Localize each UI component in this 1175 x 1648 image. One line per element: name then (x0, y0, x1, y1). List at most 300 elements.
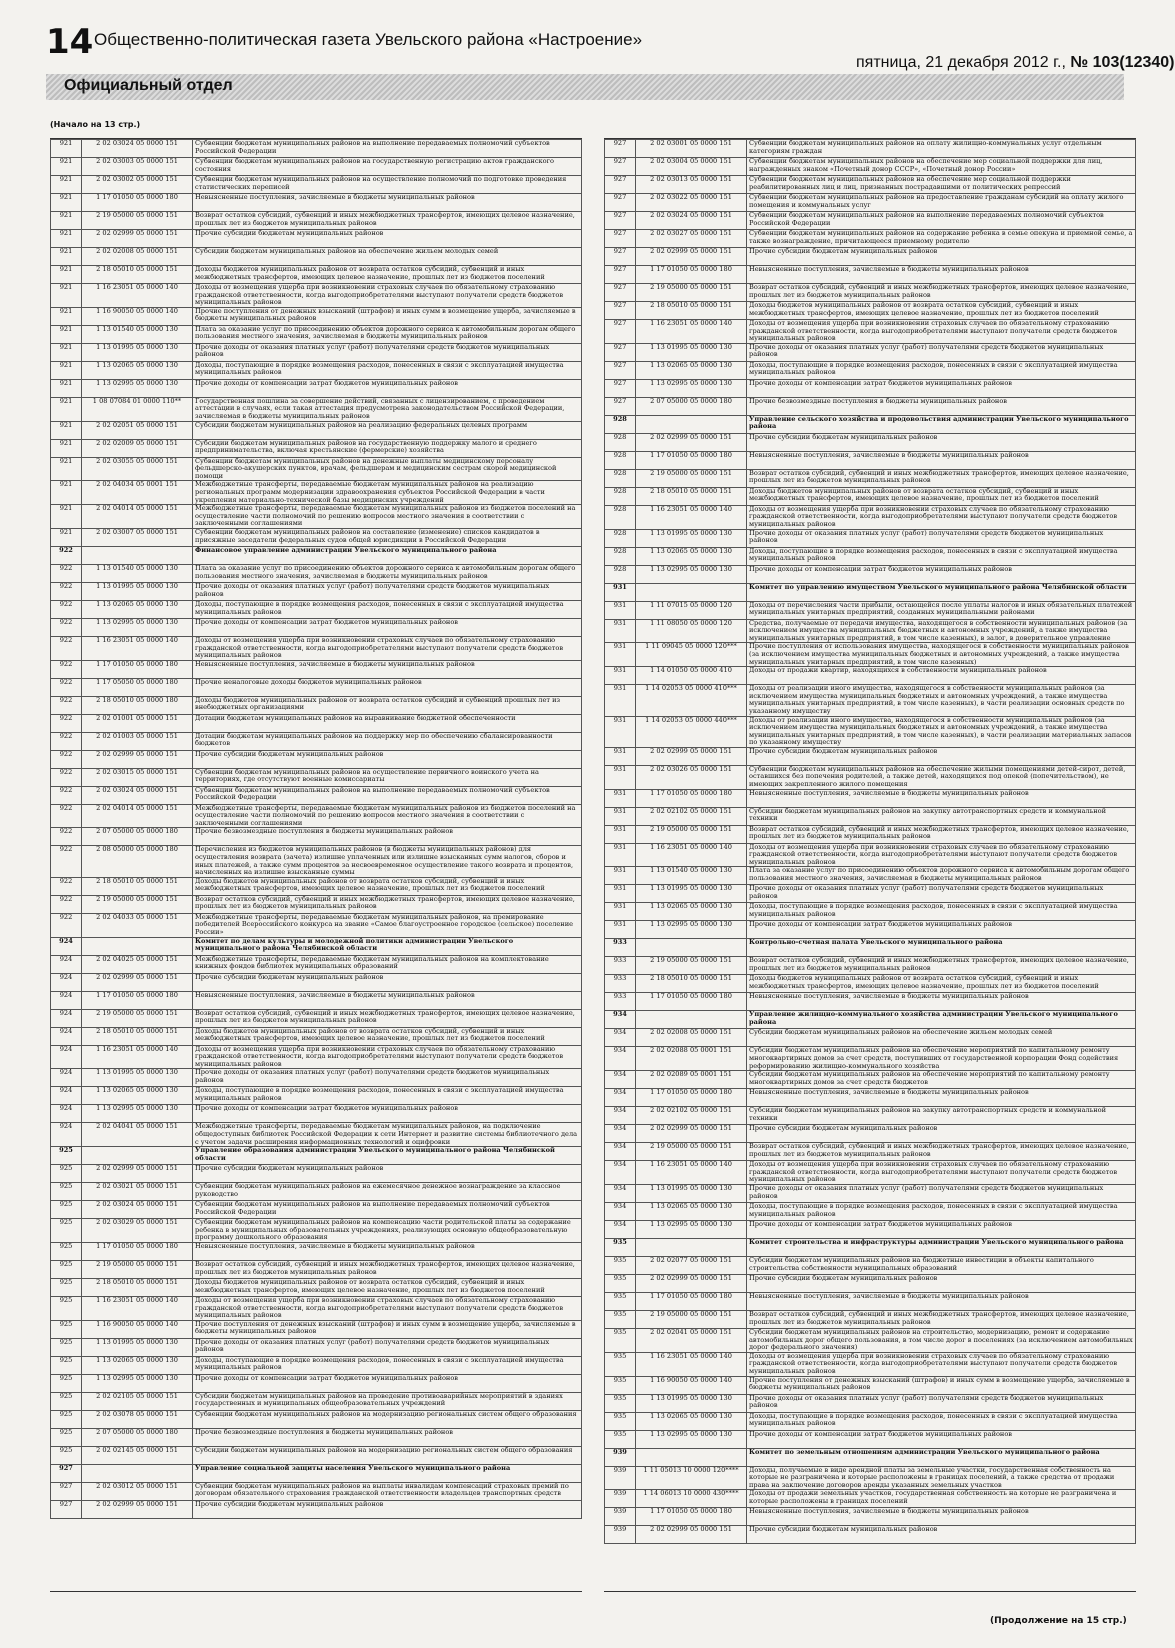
description-cell: Межбюджетные трансферты, передаваемые бюджетам муниципальных районов, на премирование победителей Всероссийского конкурса на звание «Самое благоустроенное городское (сельское) поселение России» (193, 913, 582, 937)
revenue-code-cell: 1 13 02065 05 0000 130 (636, 547, 747, 565)
table-row (51, 955, 582, 973)
table-row (51, 696, 582, 714)
admin-code-cell: 922 (51, 877, 82, 895)
revenue-code-cell: 1 11 05013 10 0000 120**** (636, 1466, 747, 1490)
description-cell: Прочие субсидии бюджетам муниципальных районов (747, 248, 1136, 266)
table-row (605, 1125, 1136, 1143)
table-row (605, 747, 1136, 765)
table-row (51, 481, 582, 505)
table-row (605, 601, 1136, 619)
description-cell: Доходы, поступающие в порядке возмещения расходов, понесенных в связи с эксплуатацией имущества муниципальных районов (747, 547, 1136, 565)
revenue-code-cell: 2 19 05000 05 0000 151 (636, 1311, 747, 1329)
revenue-code-cell: 2 18 05010 05 0000 151 (82, 1278, 193, 1296)
description-cell: Доходы от возмещения ущерба при возникновении страховых случаев по обязательному страхованию гражданской ответственности, когда выгодоприобретателями выступают получатели средств бюджетов муниципальных районов (193, 1296, 582, 1320)
right-table (604, 139, 1136, 1544)
description-cell: Субсидии бюджетам муниципальных районов на обеспечение жильем молодых семей (193, 248, 582, 266)
admin-code-cell: 924 (51, 1027, 82, 1045)
description-cell: Прочие доходы от оказания платных услуг (работ) получателями средств бюджетов муниципальных районов (747, 529, 1136, 547)
revenue-code-cell: 2 18 05010 05 0000 151 (636, 975, 747, 993)
table-row (605, 1311, 1136, 1329)
description-cell: Прочие доходы от компенсации затрат бюджетов муниципальных районов (747, 565, 1136, 583)
description-cell: Прочие субсидии бюджетам муниципальных районов (747, 433, 1136, 451)
admin-code-cell: 925 (51, 1165, 82, 1183)
revenue-code-cell: 2 02 03078 05 0000 151 (82, 1410, 193, 1428)
description-cell: Субвенции бюджетам муниципальных районов на модернизацию региональных систем общего образования (193, 1410, 582, 1428)
description-cell: Доходы бюджетов муниципальных районов от возврата остатков субсидий, субвенций и иных межбюджетных трансфертов, имеющих целевое назначение, прошлых лет из бюджетов поселений (747, 487, 1136, 505)
admin-code-cell: 925 (51, 1219, 82, 1243)
table-row (605, 451, 1136, 469)
revenue-code-cell: 1 13 01995 05 0000 130 (82, 1338, 193, 1356)
admin-code-cell: 939 (605, 1526, 636, 1544)
description-cell: Прочие доходы от компенсации затрат бюджетов муниципальных районов (747, 921, 1136, 939)
revenue-code-cell: 1 13 02995 05 0000 130 (82, 1105, 193, 1123)
left-column (50, 138, 582, 1592)
table-row (51, 1165, 582, 1183)
admin-code-cell: 931 (605, 825, 636, 843)
section-band (46, 74, 1124, 100)
admin-code-cell: 928 (605, 529, 636, 547)
revenue-code-cell: 2 02 03015 05 0000 151 (82, 768, 193, 786)
revenue-code-cell: 2 19 05000 05 0000 151 (82, 1260, 193, 1278)
description-cell: Прочие субсидии бюджетам муниципальных районов (747, 1125, 1136, 1143)
description-cell: Прочие доходы от компенсации затрат бюджетов муниципальных районов (193, 618, 582, 636)
table-row (51, 176, 582, 194)
revenue-code-cell: 1 13 02995 05 0000 130 (82, 618, 193, 636)
description-cell: Государственная пошлина за совершение действий, связанных с лицензированием, с проведением аттестации в случаях, если такая аттестация предусмотрена законодательством Российской Федерации, зачисляемая в бюджеты муниципальных районов (193, 397, 582, 421)
admin-code-cell: 921 (51, 379, 82, 397)
revenue-code-cell (636, 1011, 747, 1029)
table-row (51, 1183, 582, 1201)
left-table (50, 139, 582, 1519)
admin-code-cell: 934 (605, 1143, 636, 1161)
revenue-code-cell: 2 02 04033 05 0000 151 (82, 913, 193, 937)
section-title: Официальный отдел (64, 77, 233, 94)
revenue-code-cell: 2 02 02051 05 0000 151 (82, 421, 193, 439)
admin-code-cell: 927 (605, 379, 636, 397)
admin-code-cell: 921 (51, 212, 82, 230)
description-cell: Субсидии бюджетам муниципальных районов на бюджетные инвестиции в объекты капитального строительства собственности муниципальных образований (747, 1257, 1136, 1275)
revenue-code-cell (82, 937, 193, 955)
admin-code-cell: 927 (605, 194, 636, 212)
table-row (51, 194, 582, 212)
revenue-code-cell: 2 02 04041 05 0000 151 (82, 1123, 193, 1147)
revenue-code-cell: 1 13 02065 05 0000 130 (636, 361, 747, 379)
description-cell: Субвенции бюджетам муниципальных районов на компенсацию части родительской платы за содержание ребенка в муниципальных образовательных учреждениях, реализующих основную общеобразовательную программу дошкольного образования (193, 1219, 582, 1243)
table-row (605, 939, 1136, 957)
admin-code-cell: 921 (51, 505, 82, 529)
admin-code-cell: 925 (51, 1296, 82, 1320)
table-row (51, 913, 582, 937)
revenue-code-cell: 1 14 01050 05 0000 410 (636, 667, 747, 685)
description-cell: Прочие безвозмездные поступления в бюджеты муниципальных районов (193, 828, 582, 846)
admin-code-cell: 922 (51, 786, 82, 804)
admin-code-cell: 934 (605, 1047, 636, 1071)
revenue-code-cell: 1 13 02995 05 0000 130 (636, 379, 747, 397)
table-row (605, 194, 1136, 212)
table-row (605, 140, 1136, 158)
description-cell: Доходы от возмещения ущерба при возникновении страховых случаев по обязательному страхованию гражданской ответственности, когда выгодоприобретателями выступают получатели средств бюджетов муниципальных районов (747, 843, 1136, 867)
table-row (51, 600, 582, 618)
table-row (51, 361, 582, 379)
table-row (605, 975, 1136, 993)
table-row (605, 343, 1136, 361)
admin-code-cell: 922 (51, 600, 82, 618)
admin-code-cell: 931 (605, 789, 636, 807)
admin-code-cell: 931 (605, 667, 636, 685)
revenue-code-cell: 2 19 05000 05 0000 151 (82, 212, 193, 230)
table-row (51, 714, 582, 732)
table-row (605, 176, 1136, 194)
admin-code-cell: 935 (605, 1275, 636, 1293)
admin-code-cell: 925 (51, 1201, 82, 1219)
table-row (51, 397, 582, 421)
admin-code-cell: 921 (51, 397, 82, 421)
description-cell: Доходы от реализации иного имущества, находящегося в собственности муниципальных районов (за исключением имущества муниципальных бюджетных и автономных учреждений, а также имущества муниципальных унитарных предприятий, в том числе казенных), в части реализации основных средств по указанному имуществу (747, 685, 1136, 716)
table-row (605, 1107, 1136, 1125)
table-row (605, 1508, 1136, 1526)
description-cell: Прочие доходы от оказания платных услуг (работ) получателями средств бюджетов муниципальных районов (747, 343, 1136, 361)
admin-code-cell: 925 (51, 1183, 82, 1201)
admin-code-cell: 931 (605, 619, 636, 643)
description-cell: Субвенции бюджетам муниципальных районов на обеспечение мер социальной поддержки реабилитированных лиц и лиц, признанных пострадавшими от политических репрессий (747, 176, 1136, 194)
admin-code-cell: 931 (605, 807, 636, 825)
revenue-code-cell: 1 13 02995 05 0000 130 (82, 1374, 193, 1392)
revenue-code-cell: 2 02 02041 05 0000 151 (636, 1329, 747, 1353)
table-row (605, 320, 1136, 344)
revenue-code-cell: 2 02 04034 05 0001 151 (82, 481, 193, 505)
table-row (605, 1293, 1136, 1311)
revenue-code-cell: 2 02 04014 05 0000 151 (82, 505, 193, 529)
admin-code-cell: 931 (605, 903, 636, 921)
revenue-code-cell: 1 14 06013 10 0000 430**** (636, 1490, 747, 1508)
description-cell: Невыясненные поступления, зачисляемые в бюджеты муниципальных районов (747, 266, 1136, 284)
description-cell: Межбюджетные трансферты, передаваемые бюджетам муниципальных районов, на подключение общедоступных библиотек Российской Федерации к сети Интернет и развитие системы библиотечного дела с учетом задачи расширения информационных технологий и оцифровки (193, 1123, 582, 1147)
table-row (51, 1374, 582, 1392)
revenue-code-cell: 1 13 01995 05 0000 130 (636, 343, 747, 361)
admin-code-cell: 922 (51, 913, 82, 937)
table-row (605, 1376, 1136, 1394)
admin-code-cell: 935 (605, 1311, 636, 1329)
revenue-code-cell: 2 02 01003 05 0000 151 (82, 732, 193, 750)
description-cell: Прочие субсидии бюджетам муниципальных районов (193, 230, 582, 248)
revenue-code-cell: 2 02 02999 05 0000 151 (636, 1526, 747, 1544)
table-row (605, 716, 1136, 747)
table-row (605, 1185, 1136, 1203)
table-row (605, 1029, 1136, 1047)
table-row (51, 1219, 582, 1243)
description-cell: Плата за оказание услуг по присоединению объектов дорожного сервиса к автомобильным дорогам общего пользования местного значения, зачисляемая в бюджеты муниципальных районов (193, 564, 582, 582)
admin-code-cell: 925 (51, 1278, 82, 1296)
admin-code-cell: 931 (605, 685, 636, 716)
table-row (605, 1466, 1136, 1490)
revenue-code-cell: 2 02 02089 05 0001 151 (636, 1071, 747, 1089)
admin-code-cell: 922 (51, 895, 82, 913)
admin-code-cell: 933 (605, 975, 636, 993)
description-cell: Возврат остатков субсидий, субвенций и иных межбюджетных трансфертов, имеющих целевое назначение, прошлых лет из бюджетов муниципальных районов (747, 1143, 1136, 1161)
admin-code-cell: 927 (51, 1482, 82, 1500)
table-row (605, 885, 1136, 903)
description-cell: Прочие доходы от оказания платных услуг (работ) получателями средств бюджетов муниципальных районов (193, 582, 582, 600)
description-cell: Субсидии бюджетам муниципальных районов на строительство, модернизацию, ремонт и содержание автомобильных дорог общего пользования, в том числе дорог в поселениях (за исключением автомобильных дорог федерального значения) (747, 1329, 1136, 1353)
description-cell: Прочие безвозмездные поступления в бюджеты муниципальных районов (747, 397, 1136, 415)
description-cell: Прочие доходы от компенсации затрат бюджетов муниципальных районов (747, 1430, 1136, 1448)
admin-code-cell: 933 (605, 957, 636, 975)
revenue-code-cell: 2 07 05000 05 0000 180 (636, 397, 747, 415)
revenue-code-cell: 2 02 04025 05 0000 151 (82, 955, 193, 973)
admin-code-cell: 935 (605, 1352, 636, 1376)
admin-code-cell: 921 (51, 361, 82, 379)
description-cell: Доходы бюджетов муниципальных районов от возврата остатков субсидий, субвенций и иных межбюджетных трансфертов, имеющих целевое назначение, прошлых лет из бюджетов поселений (193, 1027, 582, 1045)
revenue-code-cell: 2 18 05010 05 0000 151 (636, 487, 747, 505)
revenue-code-cell: 1 13 02065 05 0000 130 (82, 1356, 193, 1374)
revenue-code-cell: 1 17 01050 05 0000 180 (82, 1242, 193, 1260)
description-cell: Прочие доходы от оказания платных услуг (работ) получателями средств бюджетов муниципальных районов (193, 343, 582, 361)
admin-code-cell: 921 (51, 439, 82, 457)
table-row (51, 768, 582, 786)
table-row (605, 266, 1136, 284)
table-row (51, 973, 582, 991)
admin-code-cell: 924 (51, 1123, 82, 1147)
admin-code-cell: 925 (51, 1338, 82, 1356)
table-row (605, 843, 1136, 867)
continued-to-note: (Продолжение на 15 стр.) (990, 1616, 1127, 1626)
description-cell: Дотации бюджетам муниципальных районов на выравнивание бюджетной обеспеченности (193, 714, 582, 732)
table-row (51, 1069, 582, 1087)
description-cell: Прочие субсидии бюджетам муниципальных районов (193, 1165, 582, 1183)
description-cell: Прочие доходы от компенсации затрат бюджетов муниципальных районов (193, 1105, 582, 1123)
revenue-code-cell (82, 546, 193, 564)
revenue-code-cell: 2 02 01001 05 0000 151 (82, 714, 193, 732)
table-row (605, 1011, 1136, 1029)
table-row (51, 732, 582, 750)
table-row (51, 1482, 582, 1500)
description-cell: Субвенции бюджетам муниципальных районов на составление (изменение) списков кандидатов в присяжные заседатели федеральных судов общей юрисдикции в Российской Федерации (193, 528, 582, 546)
description-cell: Доходы от продажи земельных участков, государственная собственность на которые не разграничена и которые расположены в границах поселений (747, 1490, 1136, 1508)
table-row (605, 619, 1136, 643)
revenue-code-cell: 1 13 02065 05 0000 130 (82, 600, 193, 618)
revenue-code-cell: 1 11 09045 05 0000 120*** (636, 643, 747, 667)
admin-code-cell: 922 (51, 846, 82, 877)
revenue-code-cell: 1 13 02995 05 0000 130 (636, 1430, 747, 1448)
table-row (51, 1087, 582, 1105)
table-row (51, 439, 582, 457)
description-cell: Возврат остатков субсидий, субвенций и иных межбюджетных трансфертов, имеющих целевое назначение, прошлых лет из бюджетов муниципальных районов (193, 1009, 582, 1027)
description-cell: Доходы от возмещения ущерба при возникновении страховых случаев по обязательному страхованию гражданской ответственности, когда выгодоприобретателями выступают получатели средств бюджетов муниципальных районов (193, 284, 582, 308)
description-cell: Невыясненные поступления, зачисляемые в бюджеты муниципальных районов (747, 1508, 1136, 1526)
revenue-code-cell: 1 13 01995 05 0000 130 (82, 1069, 193, 1087)
admin-code-cell: 921 (51, 140, 82, 158)
table-row (51, 1105, 582, 1123)
table-row (605, 1143, 1136, 1161)
table-row (51, 1296, 582, 1320)
table-row (605, 212, 1136, 230)
table-row (605, 1161, 1136, 1185)
issue-number: № 103(12340) (1070, 54, 1175, 71)
table-row (605, 1394, 1136, 1412)
revenue-code-cell: 1 17 01050 05 0000 180 (636, 789, 747, 807)
revenue-code-cell: 1 16 23051 05 0000 140 (82, 284, 193, 308)
table-row (605, 397, 1136, 415)
revenue-code-cell (636, 939, 747, 957)
revenue-code-cell: 2 02 03021 05 0000 151 (82, 1183, 193, 1201)
description-cell: Доходы от перечисления части прибыли, остающейся после уплаты налогов и иных обязательных платежей муниципальных унитарных предприятий, созданных муниципальными районами (747, 601, 1136, 619)
description-cell: Возврат остатков субсидий, субвенций и иных межбюджетных трансфертов, имеющих целевое назначение, прошлых лет из бюджетов муниципальных районов (747, 469, 1136, 487)
description-cell: Доходы, поступающие в порядке возмещения расходов, понесенных в связи с эксплуатацией имущества муниципальных районов (193, 1087, 582, 1105)
admin-code-cell: 928 (605, 505, 636, 529)
admin-code-cell: 927 (605, 343, 636, 361)
revenue-code-cell: 1 16 90050 05 0000 140 (82, 307, 193, 325)
table-row (51, 678, 582, 696)
admin-code-cell: 928 (605, 487, 636, 505)
description-cell: Прочие доходы от оказания платных услуг (работ) получателями средств бюджетов муниципальных районов (193, 1069, 582, 1087)
admin-code-cell: 928 (605, 415, 636, 433)
description-cell: Субсидии бюджетам муниципальных районов на обеспечение мероприятий по капитальному ремонту многоквартирных домов за счет средств, поступивших от государственной корпорации Фонд содействия реформированию жилищно-коммунального хозяйства (747, 1047, 1136, 1071)
table-row (605, 867, 1136, 885)
revenue-code-cell: 2 02 02999 05 0000 151 (636, 248, 747, 266)
revenue-code-cell: 1 13 02065 05 0000 130 (82, 361, 193, 379)
description-cell: Субсидии бюджетам муниципальных районов на закупку автотранспортных средств и коммунальной техники (747, 807, 1136, 825)
table-row (51, 212, 582, 230)
admin-code-cell: 927 (605, 230, 636, 248)
admin-code-cell: 931 (605, 716, 636, 747)
table-row (51, 457, 582, 481)
description-cell: Межбюджетные трансферты, передаваемые бюджетам муниципальных районов из бюджетов поселений на осуществление части полномочий по решению вопросов местного значения в соответствии с заключенными соглашениями (193, 505, 582, 529)
description-cell: Прочие поступления от использования имущества, находящегося в собственности муниципальных районов (за исключением имущества муниципальных бюджетных и автономных учреждений, а также имущества муниципальных унитарных предприятий, в том числе казенных) (747, 643, 1136, 667)
table-row (51, 895, 582, 913)
description-cell: Субсидии бюджетам муниципальных районов на обеспечение мероприятий по капитальному ремонту многоквартирных домов за счет средств бюджетов (747, 1071, 1136, 1089)
description-cell: Доходы, поступающие в порядке возмещения расходов, понесенных в связи с эксплуатацией имущества муниципальных районов (193, 361, 582, 379)
description-cell: Доходы бюджетов муниципальных районов от возврата остатков субсидий, субвенций и иных межбюджетных трансфертов, имеющих целевое назначение, прошлых лет из бюджетов поселений (193, 1278, 582, 1296)
revenue-code-cell: 2 02 03026 05 0000 151 (636, 765, 747, 789)
admin-code-cell: 931 (605, 885, 636, 903)
revenue-code-cell: 2 02 03012 05 0000 151 (82, 1482, 193, 1500)
admin-code-cell: 921 (51, 457, 82, 481)
admin-code-cell: 925 (51, 1242, 82, 1260)
description-cell: Доходы от возмещения ущерба при возникновении страховых случаев по обязательному страхованию гражданской ответственности, когда выгодоприобретателями выступают получатели средств бюджетов муниципальных районов (747, 1352, 1136, 1376)
table-row (605, 583, 1136, 601)
admin-code-cell: 924 (51, 955, 82, 973)
admin-code-cell: 922 (51, 804, 82, 828)
description-cell: Межбюджетные трансферты, передаваемые бюджетам муниципальных районов на комплектование книжных фондов библиотек муниципальных образований (193, 955, 582, 973)
description-cell: Комитет по земельным отношениям администрации Увельского муниципального района (747, 1448, 1136, 1466)
table-row (605, 230, 1136, 248)
table-row (51, 786, 582, 804)
revenue-code-cell: 1 17 01050 05 0000 180 (636, 1508, 747, 1526)
admin-code-cell: 939 (605, 1490, 636, 1508)
description-cell: Субсидии бюджетам муниципальных районов на государственную поддержку малого и среднего предпринимательства, включая крестьянские (фермерские) хозяйства (193, 439, 582, 457)
revenue-code-cell: 2 18 05010 05 0000 180 (82, 696, 193, 714)
table-row (605, 284, 1136, 302)
revenue-code-cell: 1 16 23051 05 0000 140 (82, 1045, 193, 1069)
description-cell: Субвенции бюджетам муниципальных районов на выполнение передаваемых полномочий субъектов Российской Федерации (193, 786, 582, 804)
admin-code-cell: 927 (605, 212, 636, 230)
description-cell: Комитет строительства и инфраструктуры администрации Увельского муниципального района (747, 1239, 1136, 1257)
description-cell: Прочие субсидии бюджетам муниципальных районов (747, 1526, 1136, 1544)
description-cell: Прочие доходы от компенсации затрат бюджетов муниципальных районов (193, 1374, 582, 1392)
continued-from-note: (Начало на 13 стр.) (50, 120, 141, 129)
description-cell: Субвенции бюджетам муниципальных районов на выполнение передаваемых полномочий субъектов Российской Федерации (193, 1201, 582, 1219)
admin-code-cell: 934 (605, 1221, 636, 1239)
table-row (51, 1123, 582, 1147)
table-row (605, 565, 1136, 583)
revenue-code-cell: 1 17 01050 05 0000 180 (82, 991, 193, 1009)
admin-code-cell: 922 (51, 636, 82, 660)
revenue-code-cell: 2 07 05000 05 0000 180 (82, 828, 193, 846)
admin-code-cell: 921 (51, 481, 82, 505)
table-row (51, 421, 582, 439)
admin-code-cell: 924 (51, 1069, 82, 1087)
admin-code-cell: 934 (605, 1029, 636, 1047)
table-row (605, 667, 1136, 685)
table-row (605, 547, 1136, 565)
description-cell: Субвенции бюджетам муниципальных районов на выполнение передаваемых полномочий субъектов Российской Федерации (193, 140, 582, 158)
revenue-code-cell (636, 1448, 747, 1466)
admin-code-cell: 928 (605, 433, 636, 451)
table-row (605, 1352, 1136, 1376)
table-row (51, 618, 582, 636)
revenue-code-cell: 1 17 01050 05 0000 180 (636, 1293, 747, 1311)
admin-code-cell: 934 (605, 1125, 636, 1143)
table-row (605, 1430, 1136, 1448)
admin-code-cell: 931 (605, 867, 636, 885)
revenue-code-cell: 2 02 03024 05 0000 151 (636, 212, 747, 230)
description-cell: Возврат остатков субсидий, субвенций и иных межбюджетных трансфертов, имеющих целевое назначение, прошлых лет из бюджетов муниципальных районов (747, 1311, 1136, 1329)
description-cell: Плата за оказание услуг по присоединению объектов дорожного сервиса к автомобильным дорогам общего пользования местного значения, зачисляемая в бюджеты муниципальных районов (747, 867, 1136, 885)
admin-code-cell: 925 (51, 1428, 82, 1446)
admin-code-cell: 924 (51, 973, 82, 991)
description-cell: Прочие неналоговые доходы бюджетов муниципальных районов (193, 678, 582, 696)
description-cell: Межбюджетные трансферты, передаваемые бюджетам муниципальных районов на реализацию региональных программ модернизации здравоохранения субъектов Российской Федерации в части укрепления материально-технической базы медицинских учреждений (193, 481, 582, 505)
revenue-code-cell: 1 13 01995 05 0000 130 (636, 529, 747, 547)
revenue-code-cell: 1 08 07084 01 0000 110** (82, 397, 193, 421)
table-row (605, 921, 1136, 939)
table-row (605, 248, 1136, 266)
description-cell: Прочие доходы от оказания платных услуг (работ) получателями средств бюджетов муниципальных районов (193, 1338, 582, 1356)
admin-code-cell: 935 (605, 1376, 636, 1394)
newspaper-title: Общественно-политическая газета Увельского района «Настроение» (94, 30, 643, 49)
revenue-code-cell: 1 13 02065 05 0000 130 (636, 1412, 747, 1430)
revenue-code-cell: 1 13 01540 05 0000 130 (82, 564, 193, 582)
admin-code-cell: 922 (51, 750, 82, 768)
description-cell: Дотации бюджетам муниципальных районов на поддержку мер по обеспечению сбалансированности бюджетов (193, 732, 582, 750)
admin-code-cell: 928 (605, 547, 636, 565)
revenue-code-cell: 2 02 03022 05 0000 151 (636, 194, 747, 212)
description-cell: Субсидии бюджетам муниципальных районов на обеспечение жильем молодых семей (747, 1029, 1136, 1047)
description-cell: Доходы бюджетов муниципальных районов от возврата остатков субсидий, субвенций и иных межбюджетных трансфертов, имеющих целевое назначение, прошлых лет из бюджетов поселений (747, 302, 1136, 320)
table-row (51, 750, 582, 768)
description-cell: Невыясненные поступления, зачисляемые в бюджеты муниципальных районов (193, 194, 582, 212)
description-cell: Прочие доходы от оказания платных услуг (работ) получателями средств бюджетов муниципальных районов (747, 885, 1136, 903)
table-row (605, 1089, 1136, 1107)
revenue-code-cell: 1 17 01050 05 0000 180 (82, 660, 193, 678)
description-cell: Невыясненные поступления, зачисляемые в бюджеты муниципальных районов (747, 1293, 1136, 1311)
revenue-code-cell: 2 02 02999 05 0000 151 (82, 1500, 193, 1518)
admin-code-cell: 934 (605, 1071, 636, 1089)
revenue-code-cell: 1 13 02065 05 0000 130 (636, 903, 747, 921)
admin-code-cell: 925 (51, 1374, 82, 1392)
description-cell: Возврат остатков субсидий, субвенций и иных межбюджетных трансфертов, имеющих целевое назначение, прошлых лет из бюджетов муниципальных районов (747, 825, 1136, 843)
admin-code-cell: 927 (605, 140, 636, 158)
revenue-code-cell: 1 13 01995 05 0000 130 (636, 1185, 747, 1203)
admin-code-cell: 925 (51, 1356, 82, 1374)
admin-code-cell: 922 (51, 618, 82, 636)
table-row (605, 302, 1136, 320)
description-cell: Прочие доходы от компенсации затрат бюджетов муниципальных районов (747, 379, 1136, 397)
revenue-code-cell: 1 17 01050 05 0000 180 (636, 451, 747, 469)
revenue-code-cell (636, 1239, 747, 1257)
description-cell: Комитет по управлению имуществом Увельского муниципального района Челябинской области (747, 583, 1136, 601)
table-row (605, 1047, 1136, 1071)
